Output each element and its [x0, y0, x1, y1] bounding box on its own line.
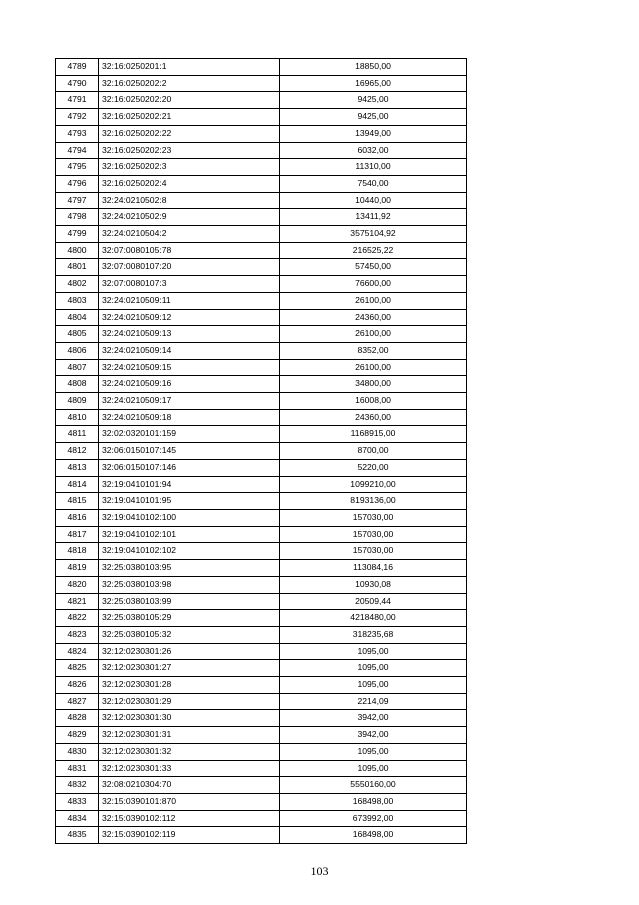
cadastral-value-cell: 16965,00	[280, 75, 467, 92]
cadastral-value-cell: 8193136,00	[280, 493, 467, 510]
table-row	[56, 292, 467, 309]
table-row	[56, 192, 467, 209]
cadastral-number-cell: 32:24:0210509:11	[99, 292, 280, 309]
table-row	[56, 175, 467, 192]
table-row	[56, 242, 467, 259]
cadastral-number-cell: 32:24:0210509:15	[99, 359, 280, 376]
row-number-cell: 4805	[56, 326, 99, 343]
table-row	[56, 476, 467, 493]
cadastral-value-cell: 157030,00	[280, 509, 467, 526]
table-row	[56, 760, 467, 777]
table-row	[56, 576, 467, 593]
row-number-cell: 4802	[56, 276, 99, 293]
cadastral-number-cell: 32:16:0250202:20	[99, 92, 280, 109]
cadastral-value-cell: 24360,00	[280, 309, 467, 326]
row-number-cell: 4812	[56, 443, 99, 460]
cadastral-number-cell: 32:12:0230301:29	[99, 693, 280, 710]
table-row	[56, 626, 467, 643]
cadastral-value-cell: 10440,00	[280, 192, 467, 209]
cadastral-number-cell: 32:07:0080107:3	[99, 276, 280, 293]
table-row	[56, 75, 467, 92]
cadastral-number-cell: 32:16:0250201:1	[99, 59, 280, 76]
row-number-cell: 4811	[56, 426, 99, 443]
row-number-cell: 4803	[56, 292, 99, 309]
cadastral-number-cell: 32:06:0150107:145	[99, 443, 280, 460]
row-number-cell: 4804	[56, 309, 99, 326]
table-row	[56, 92, 467, 109]
table-row	[56, 643, 467, 660]
cadastral-value-cell: 216525,22	[280, 242, 467, 259]
row-number-cell: 4830	[56, 743, 99, 760]
cadastral-value-cell: 20509,44	[280, 593, 467, 610]
cadastral-number-cell: 32:25:0380103:99	[99, 593, 280, 610]
table-row	[56, 827, 467, 844]
cadastral-value-cell: 5220,00	[280, 459, 467, 476]
cadastral-value-cell: 1168915,00	[280, 426, 467, 443]
cadastral-number-cell: 32:24:0210509:17	[99, 393, 280, 410]
cadastral-number-cell: 32:16:0250202:21	[99, 109, 280, 126]
table-row	[56, 593, 467, 610]
table-row	[56, 660, 467, 677]
row-number-cell: 4829	[56, 727, 99, 744]
cadastral-value-cell: 16008,00	[280, 393, 467, 410]
row-number-cell: 4797	[56, 192, 99, 209]
cadastral-number-cell: 32:25:0380103:95	[99, 560, 280, 577]
cadastral-value-cell: 1095,00	[280, 643, 467, 660]
cadastral-number-cell: 32:19:0410102:101	[99, 526, 280, 543]
table-row	[56, 727, 467, 744]
row-number-cell: 4810	[56, 409, 99, 426]
row-number-cell: 4833	[56, 793, 99, 810]
row-number-cell: 4799	[56, 226, 99, 243]
cadastral-value-cell: 9425,00	[280, 109, 467, 126]
cadastral-value-cell: 3942,00	[280, 710, 467, 727]
cadastral-number-cell: 32:12:0230301:28	[99, 677, 280, 694]
cadastral-number-cell: 32:19:0410102:102	[99, 543, 280, 560]
cadastral-number-cell: 32:16:0250202:3	[99, 159, 280, 176]
table-body	[56, 59, 467, 844]
cadastral-value-cell: 76600,00	[280, 276, 467, 293]
table-row	[56, 426, 467, 443]
row-number-cell: 4828	[56, 710, 99, 727]
row-number-cell: 4816	[56, 509, 99, 526]
cadastral-number-cell: 32:24:0210504:2	[99, 226, 280, 243]
cadastral-number-cell: 32:24:0210502:9	[99, 209, 280, 226]
cadastral-number-cell: 32:16:0250202:4	[99, 175, 280, 192]
row-number-cell: 4819	[56, 560, 99, 577]
row-number-cell: 4793	[56, 125, 99, 142]
row-number-cell: 4813	[56, 459, 99, 476]
table-row	[56, 710, 467, 727]
cadastral-value-cell: 24360,00	[280, 409, 467, 426]
cadastral-value-cell: 13411,92	[280, 209, 467, 226]
table-row	[56, 693, 467, 710]
row-number-cell: 4834	[56, 810, 99, 827]
table-row	[56, 493, 467, 510]
row-number-cell: 4800	[56, 242, 99, 259]
cadastral-value-cell: 1095,00	[280, 677, 467, 694]
cadastral-value-cell: 5550160,00	[280, 777, 467, 794]
cadastral-value-cell: 18850,00	[280, 59, 467, 76]
row-number-cell: 4814	[56, 476, 99, 493]
cadastral-number-cell: 32:24:0210509:18	[99, 409, 280, 426]
cadastral-value-cell: 318235,68	[280, 626, 467, 643]
cadastral-value-cell: 3575104,92	[280, 226, 467, 243]
row-number-cell: 4821	[56, 593, 99, 610]
cadastral-value-cell: 157030,00	[280, 526, 467, 543]
cadastral-value-cell: 1099210,00	[280, 476, 467, 493]
table-row	[56, 543, 467, 560]
row-number-cell: 4817	[56, 526, 99, 543]
table-row	[56, 109, 467, 126]
row-number-cell: 4794	[56, 142, 99, 159]
cadastral-number-cell: 32:12:0230301:30	[99, 710, 280, 727]
table-row	[56, 793, 467, 810]
row-number-cell: 4806	[56, 342, 99, 359]
cadastral-value-cell: 157030,00	[280, 543, 467, 560]
cadastral-value-cell: 168498,00	[280, 827, 467, 844]
cadastral-number-cell: 32:12:0230301:33	[99, 760, 280, 777]
cadastral-value-cell: 10930,08	[280, 576, 467, 593]
table-row	[56, 526, 467, 543]
table-row	[56, 276, 467, 293]
cadastral-number-cell: 32:15:0390102:119	[99, 827, 280, 844]
table-row	[56, 509, 467, 526]
cadastral-value-cell: 26100,00	[280, 359, 467, 376]
cadastral-value-cell: 8352,00	[280, 342, 467, 359]
row-number-cell: 4824	[56, 643, 99, 660]
cadastral-number-cell: 32:24:0210509:14	[99, 342, 280, 359]
cadastral-number-cell: 32:02:0320101:159	[99, 426, 280, 443]
row-number-cell: 4790	[56, 75, 99, 92]
cadastral-number-cell: 32:12:0230301:26	[99, 643, 280, 660]
cadastral-number-cell: 32:19:0410102:100	[99, 509, 280, 526]
cadastral-value-cell: 26100,00	[280, 292, 467, 309]
cadastral-value-cell: 2214,09	[280, 693, 467, 710]
row-number-cell: 4791	[56, 92, 99, 109]
row-number-cell: 4820	[56, 576, 99, 593]
cadastral-number-cell: 32:07:0080105:78	[99, 242, 280, 259]
cadastral-number-cell: 32:16:0250202:2	[99, 75, 280, 92]
cadastral-number-cell: 32:24:0210509:16	[99, 376, 280, 393]
cadastral-value-cell: 4218480,00	[280, 610, 467, 627]
table-row	[56, 309, 467, 326]
cadastral-number-cell: 32:12:0230301:32	[99, 743, 280, 760]
row-number-cell: 4798	[56, 209, 99, 226]
cadastral-value-cell: 11310,00	[280, 159, 467, 176]
row-number-cell: 4831	[56, 760, 99, 777]
cadastral-value-cell: 1095,00	[280, 660, 467, 677]
table-row	[56, 443, 467, 460]
row-number-cell: 4815	[56, 493, 99, 510]
cadastral-value-cell: 1095,00	[280, 760, 467, 777]
cadastral-value-table	[55, 58, 467, 844]
cadastral-number-cell: 32:16:0250202:23	[99, 142, 280, 159]
table-row	[56, 125, 467, 142]
table-row	[56, 359, 467, 376]
row-number-cell: 4789	[56, 59, 99, 76]
cadastral-value-cell: 34800,00	[280, 376, 467, 393]
table-row	[56, 142, 467, 159]
row-number-cell: 4825	[56, 660, 99, 677]
cadastral-number-cell: 32:25:0380103:98	[99, 576, 280, 593]
row-number-cell: 4809	[56, 393, 99, 410]
cadastral-value-cell: 13949,00	[280, 125, 467, 142]
cadastral-number-cell: 32:24:0210502:8	[99, 192, 280, 209]
cadastral-number-cell: 32:08:0210304:70	[99, 777, 280, 794]
cadastral-number-cell: 32:25:0380105:32	[99, 626, 280, 643]
cadastral-value-cell: 57450,00	[280, 259, 467, 276]
cadastral-value-cell: 113084,16	[280, 560, 467, 577]
table-row	[56, 342, 467, 359]
table-row	[56, 409, 467, 426]
row-number-cell: 4822	[56, 610, 99, 627]
cadastral-number-cell: 32:07:0080107:20	[99, 259, 280, 276]
table-row	[56, 376, 467, 393]
cadastral-number-cell: 32:19:0410101:94	[99, 476, 280, 493]
table-row	[56, 810, 467, 827]
cadastral-value-cell: 168498,00	[280, 793, 467, 810]
cadastral-value-cell: 7540,00	[280, 175, 467, 192]
cadastral-value-cell: 8700,00	[280, 443, 467, 460]
row-number-cell: 4796	[56, 175, 99, 192]
cadastral-value-cell: 26100,00	[280, 326, 467, 343]
cadastral-number-cell: 32:12:0230301:27	[99, 660, 280, 677]
cadastral-value-cell: 3942,00	[280, 727, 467, 744]
cadastral-number-cell: 32:06:0150107:146	[99, 459, 280, 476]
row-number-cell: 4827	[56, 693, 99, 710]
row-number-cell: 4792	[56, 109, 99, 126]
cadastral-value-cell: 9425,00	[280, 92, 467, 109]
table-row	[56, 560, 467, 577]
cadastral-number-cell: 32:16:0250202:22	[99, 125, 280, 142]
row-number-cell: 4807	[56, 359, 99, 376]
table-row	[56, 326, 467, 343]
cadastral-number-cell: 32:25:0380105:29	[99, 610, 280, 627]
cadastral-value-cell: 673992,00	[280, 810, 467, 827]
table-row	[56, 393, 467, 410]
page-number: 103	[310, 864, 329, 878]
table-row	[56, 159, 467, 176]
table-row	[56, 226, 467, 243]
cadastral-number-cell: 32:15:0390101:870	[99, 793, 280, 810]
row-number-cell: 4835	[56, 827, 99, 844]
table-row	[56, 610, 467, 627]
cadastral-number-cell: 32:24:0210509:12	[99, 309, 280, 326]
row-number-cell: 4826	[56, 677, 99, 694]
cadastral-number-cell: 32:15:0390102:112	[99, 810, 280, 827]
row-number-cell: 4795	[56, 159, 99, 176]
table-row	[56, 677, 467, 694]
row-number-cell: 4801	[56, 259, 99, 276]
table-row	[56, 459, 467, 476]
cadastral-value-cell: 1095,00	[280, 743, 467, 760]
table-row	[56, 209, 467, 226]
cadastral-number-cell: 32:12:0230301:31	[99, 727, 280, 744]
table-row	[56, 259, 467, 276]
row-number-cell: 4808	[56, 376, 99, 393]
cadastral-number-cell: 32:19:0410101:95	[99, 493, 280, 510]
row-number-cell: 4832	[56, 777, 99, 794]
cadastral-number-cell: 32:24:0210509:13	[99, 326, 280, 343]
table-row	[56, 777, 467, 794]
table-row	[56, 743, 467, 760]
row-number-cell: 4818	[56, 543, 99, 560]
row-number-cell: 4823	[56, 626, 99, 643]
cadastral-value-cell: 6032,00	[280, 142, 467, 159]
table-row	[56, 59, 467, 76]
